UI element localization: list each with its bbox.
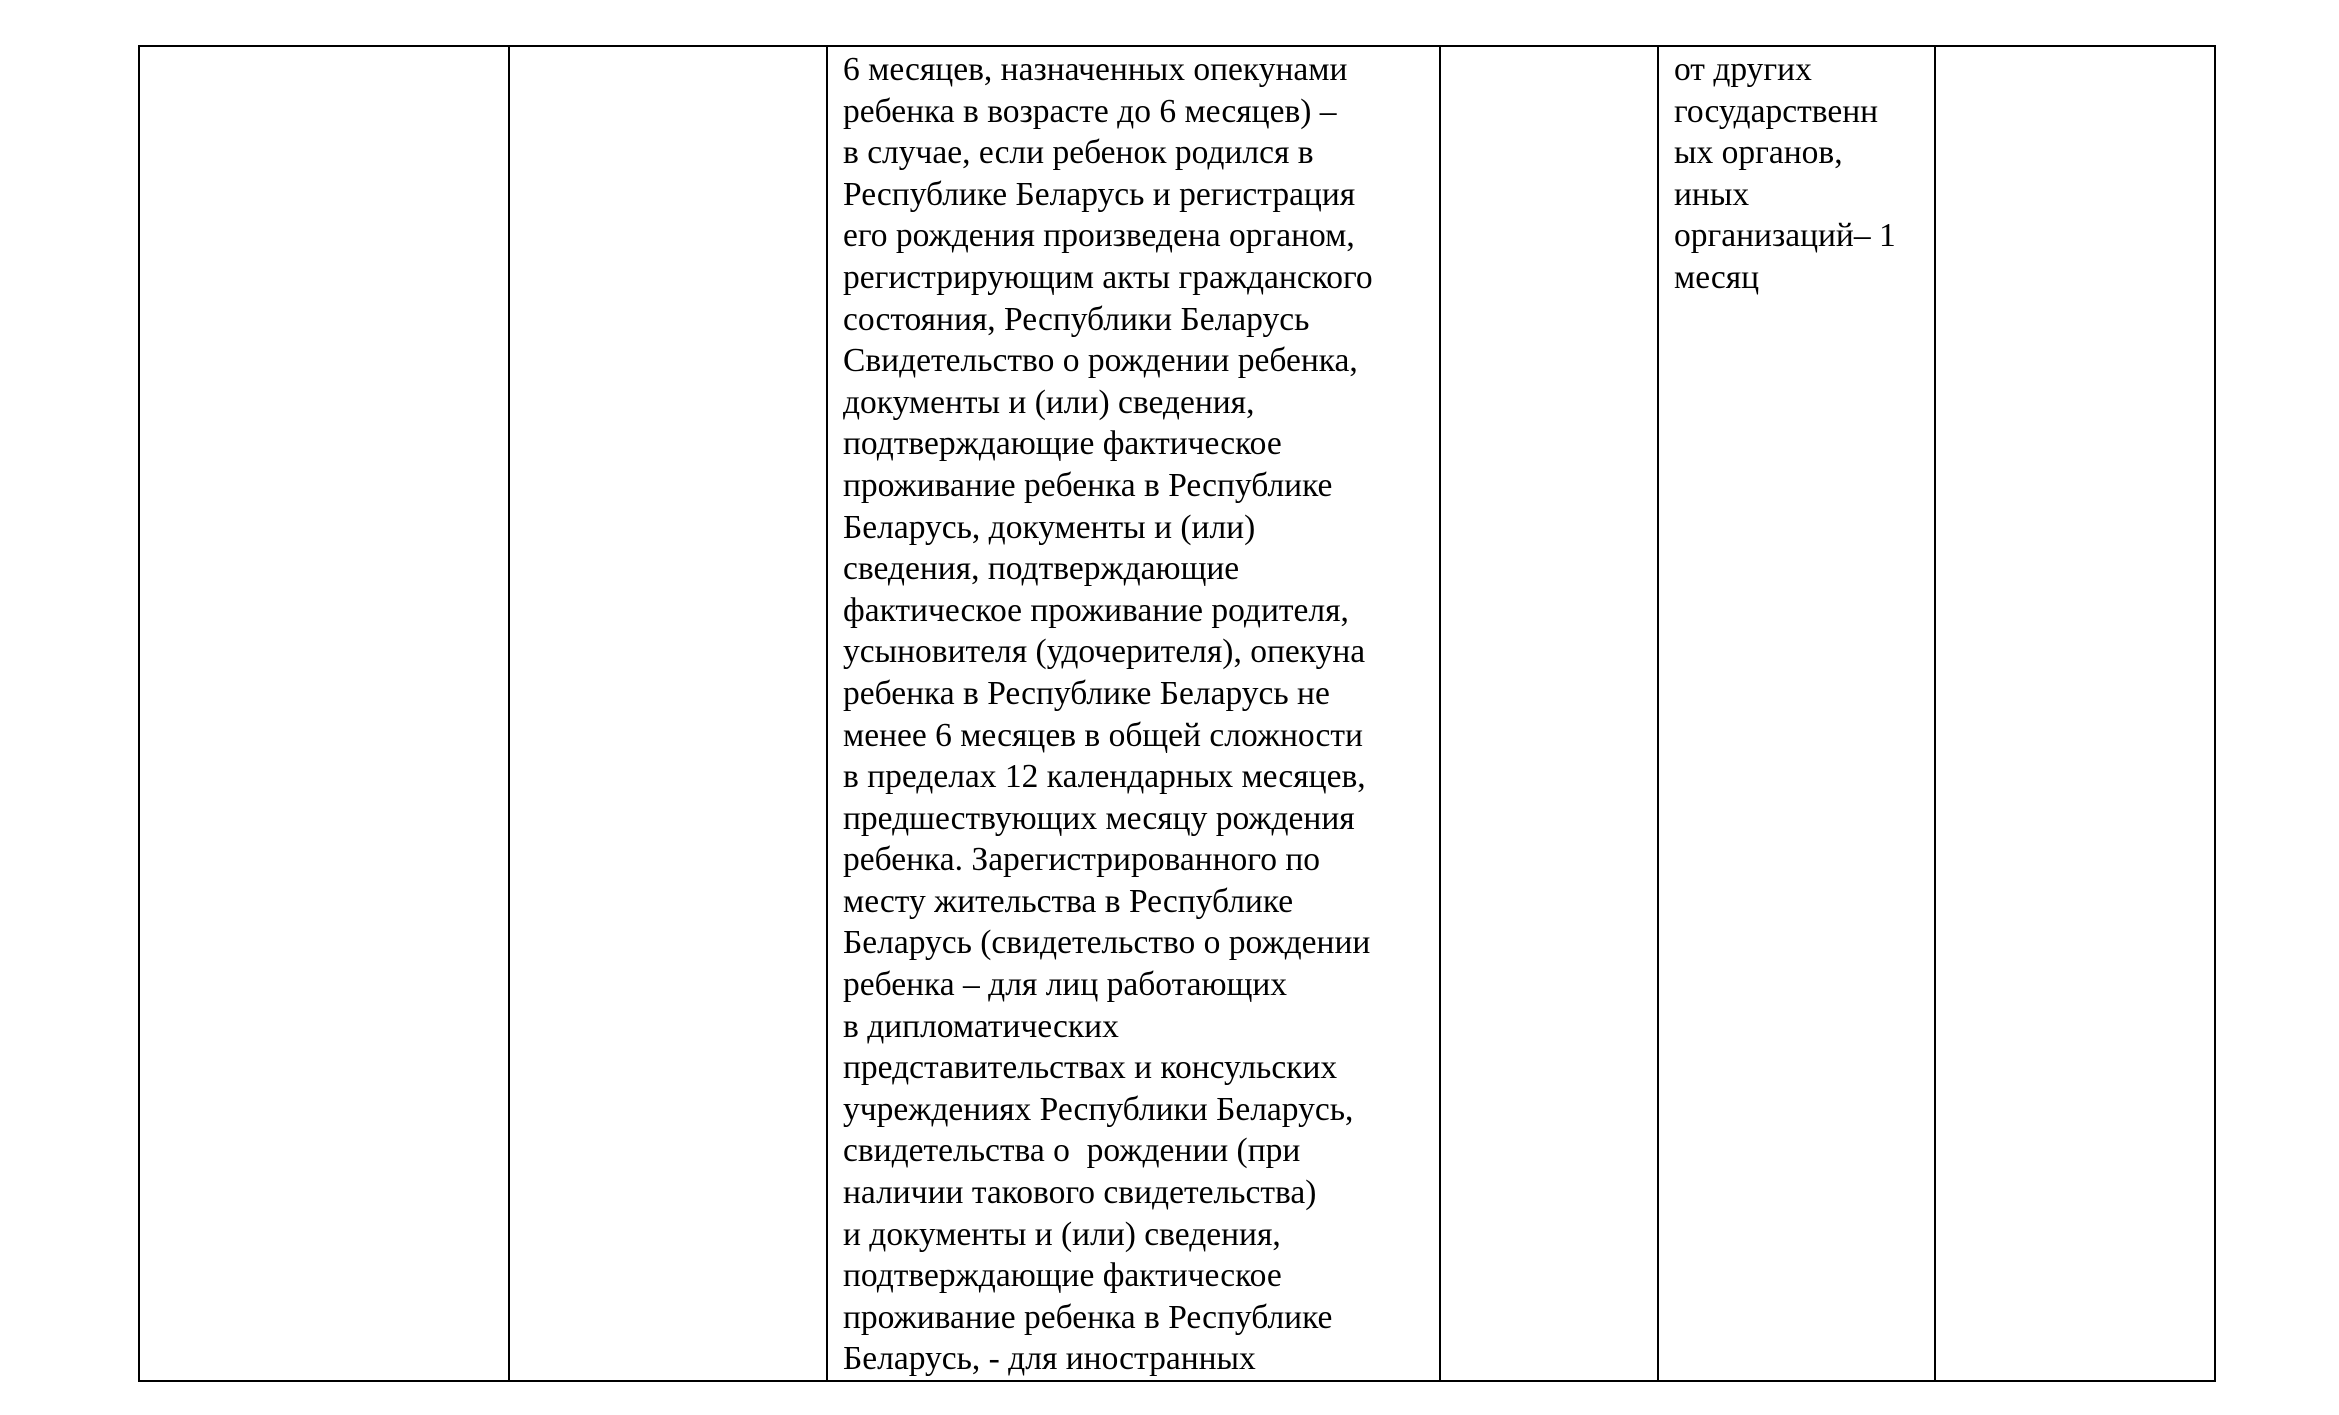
text-line: усыновителя (удочерителя), опекуна (843, 633, 1366, 671)
term-text (1659, 49, 1934, 299)
text-line: месяц (1674, 258, 1760, 296)
text-line: учреждениях Республики Беларусь, (843, 1090, 1354, 1128)
table-cell-col4 (1440, 46, 1658, 1381)
text-line: иных (1674, 175, 1750, 213)
text-line: предшествующих месяцу рождения (843, 799, 1355, 837)
text-line: от других (1674, 51, 1812, 88)
text-line: сведения, подтверждающие (843, 550, 1240, 588)
text-line: представительствах и консульских (843, 1049, 1338, 1087)
text-line: ребенка в Республике Беларусь не (843, 674, 1330, 712)
text-line: свидетельства о рождении (при (843, 1132, 1301, 1170)
table-row (139, 46, 2215, 1381)
documents-text (828, 49, 1439, 1380)
text-line: государственн (1674, 92, 1879, 130)
text-line: месту жительства в Республике (843, 882, 1294, 920)
text-line: и документы и (или) сведения, (843, 1215, 1281, 1253)
table-cell-documents (827, 46, 1440, 1381)
text-line: регистрирующим акты гражданского (843, 258, 1373, 296)
text-line: документы и (или) сведения, (843, 383, 1255, 421)
text-line: фактическое проживание родителя, (843, 591, 1349, 629)
text-line: ребенка – для лиц работающих (843, 966, 1288, 1004)
text-line: в дипломатических (843, 1007, 1119, 1045)
text-line: в пределах 12 календарных месяцев, (843, 758, 1366, 796)
text-line: Беларусь, документы и (или) (843, 508, 1256, 546)
text-line: ых органов, (1674, 134, 1843, 172)
text-line: Свидетельство о рождении ребенка, (843, 342, 1358, 380)
text-line: ребенка в возрасте до 6 месяцев) – (843, 92, 1337, 130)
text-line: ребенка. Зарегистрированного по (843, 841, 1320, 879)
table-cell-col2 (509, 46, 827, 1381)
text-line: менее 6 месяцев в общей сложности (843, 716, 1363, 754)
document-table (138, 45, 2216, 1382)
table-cell-col6 (1935, 46, 2215, 1381)
text-line: проживание ребенка в Республике (843, 466, 1333, 504)
text-line: 6 месяцев, назначенных опекунами (843, 51, 1348, 88)
text-line: в случае, если ребенок родился в (843, 134, 1314, 172)
text-line: подтверждающие фактическое (843, 425, 1282, 463)
text-line: состояния, Республики Беларусь (843, 300, 1310, 338)
text-line: проживание ребенка в Республике (843, 1298, 1333, 1336)
text-line: Беларусь (свидетельство о рождении (843, 924, 1371, 962)
table-cell-col1 (139, 46, 509, 1381)
text-line: подтверждающие фактическое (843, 1257, 1282, 1295)
text-line: его рождения произведена органом, (843, 217, 1355, 255)
text-line: Республике Беларусь и регистрация (843, 175, 1356, 213)
table-cell-term (1658, 46, 1935, 1381)
text-line: Беларусь, - для иностранных (843, 1340, 1256, 1378)
text-line: организаций– 1 (1674, 217, 1896, 255)
text-line: наличии такового свидетельства) (843, 1174, 1317, 1212)
